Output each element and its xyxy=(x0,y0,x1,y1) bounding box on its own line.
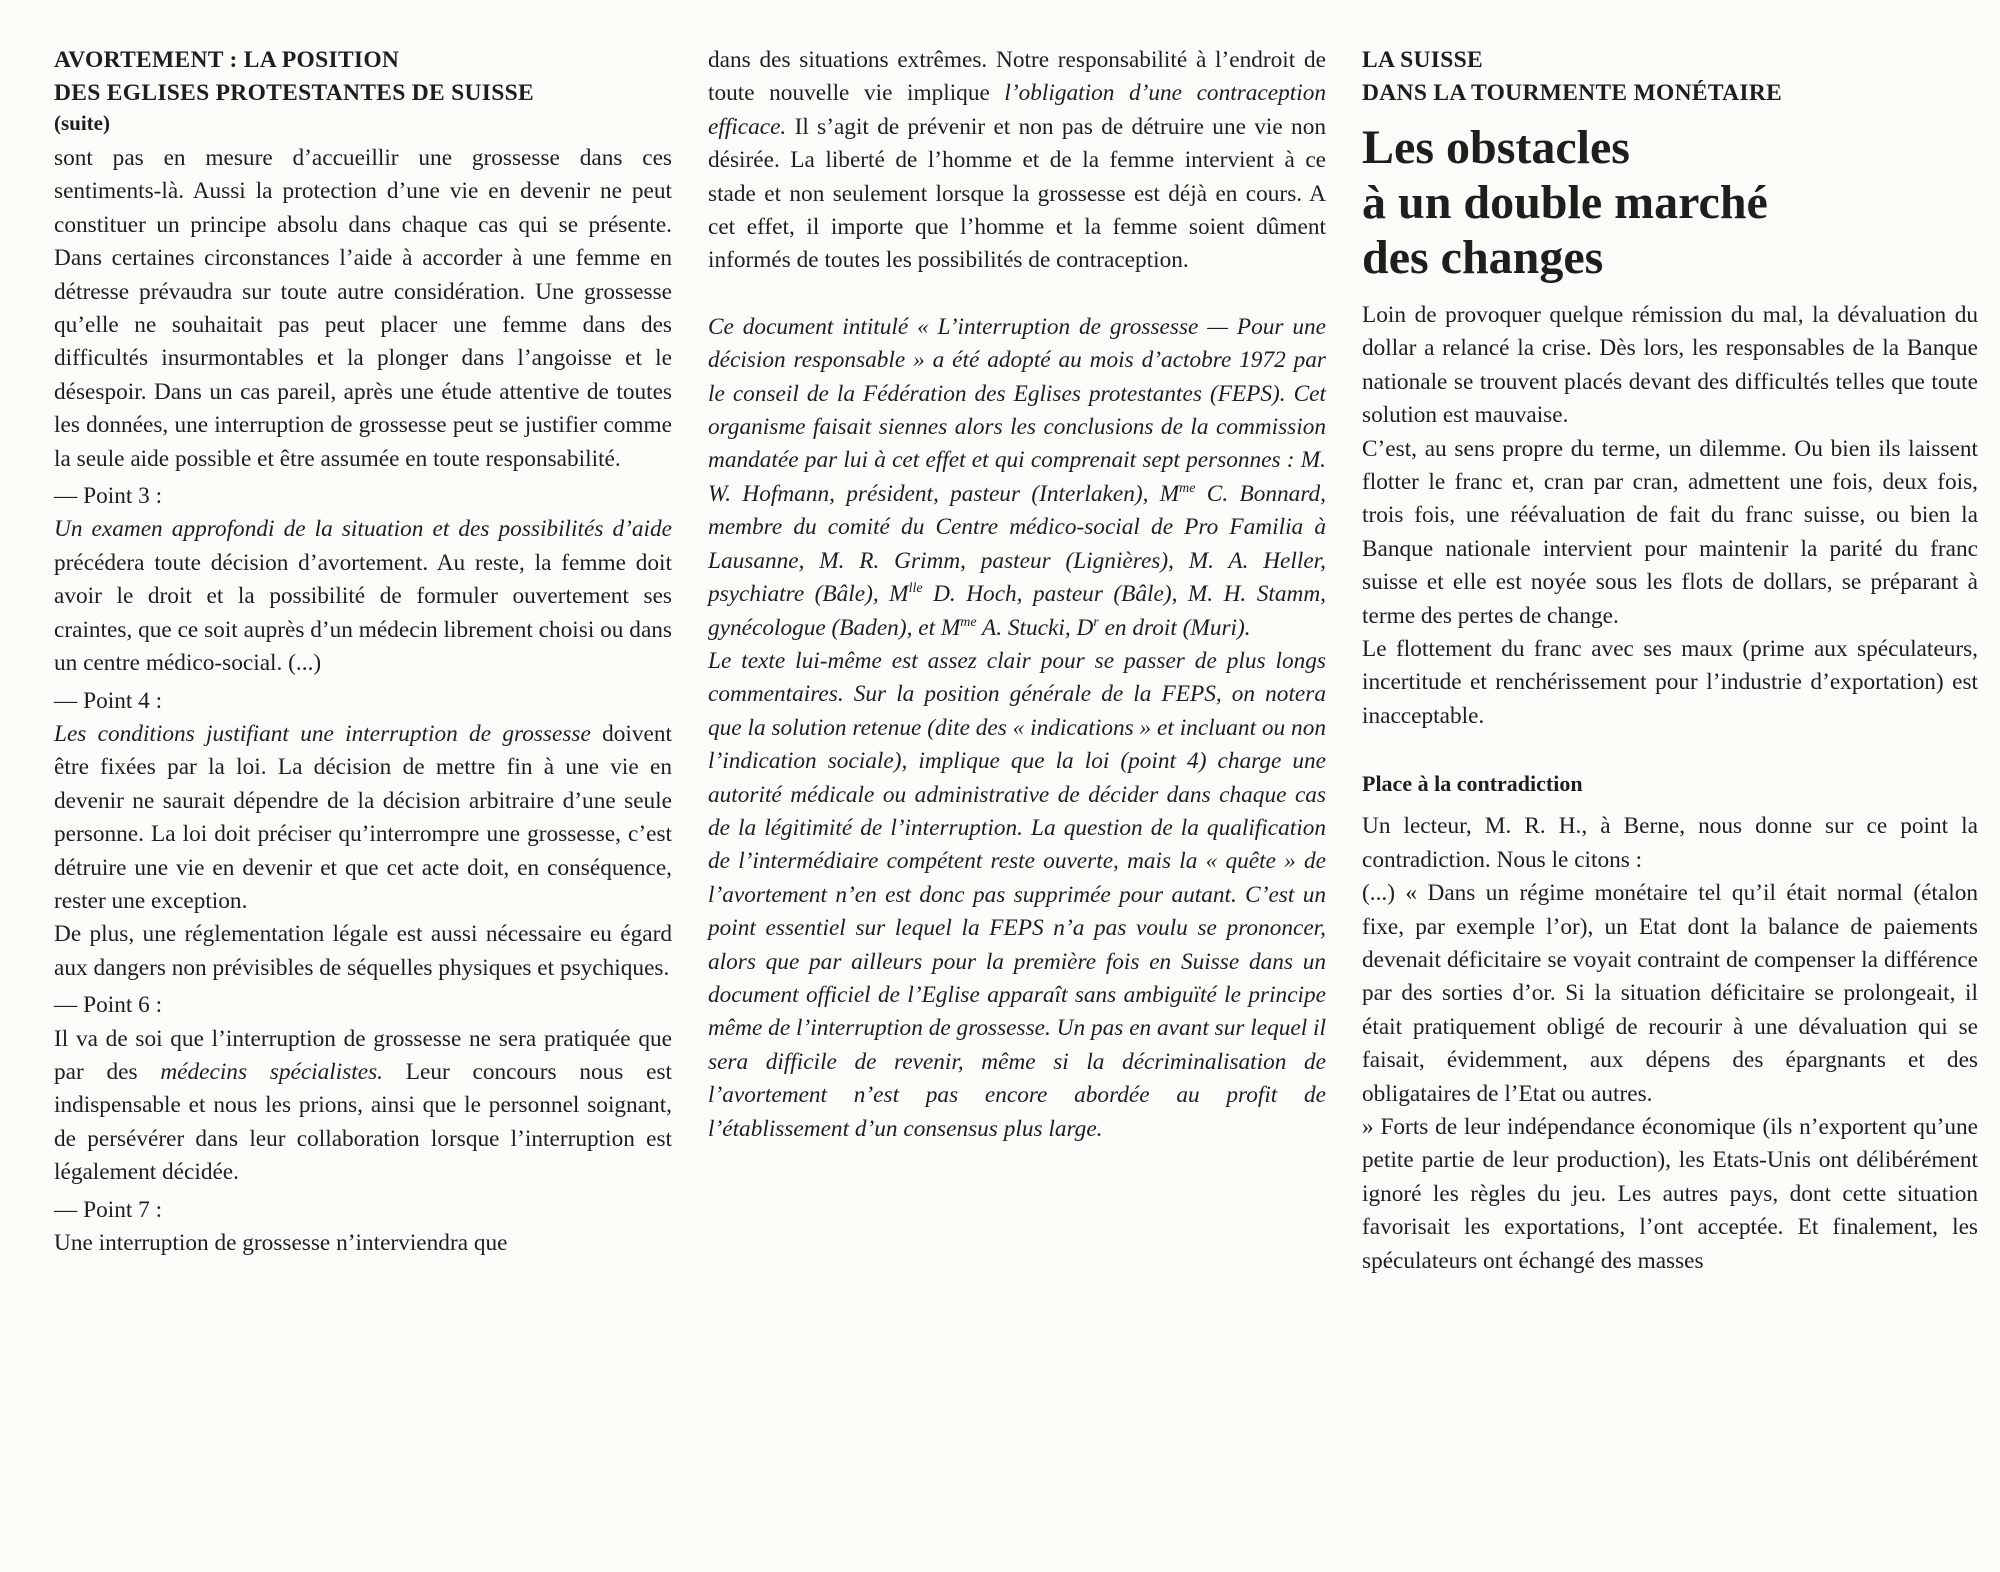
column-3 xyxy=(1362,44,1978,1278)
article-title-line-2: DES EGLISES PROTESTANTES DE SUISSE xyxy=(54,80,534,106)
point-3-label: — Point 3 : xyxy=(54,483,163,510)
text: précédera toute décision d’avortement. Au reste, la femme doit avoir le droit et la possibilité de formuler ouvertement ses craintes, que ce soit auprès d’un médecin librement choisi ou dans un centre médico-social. (...) xyxy=(54,549,672,677)
text: doivent être fixées par la loi. La décision de mettre fin à une vie en devenir ne saurait dépendre de la décision arbitraire d’une seule personne. La loi doit préciser qu’interrompre une grossesse, c’est détruire une vie en devenir et que cet acte doit, en conséquence, rester une exception. xyxy=(54,720,672,914)
italic-text: Un examen approfondi de la situation et des possibilités d’aide xyxy=(54,516,672,543)
column-1 xyxy=(54,44,672,1260)
paragraph xyxy=(54,513,672,680)
italic-text: Les conditions justifiant une interruption de grossesse xyxy=(54,720,591,747)
paragraph xyxy=(54,1023,672,1190)
editorial-note: Ce document intitulé « L’interruption de grossesse — Pour une décision responsable » a été adopté au mois d’actobre 1972 par le conseil de la Fédération des Eglises protestantes (FEPS). Cet organisme faisait siennes alors les conclusions de la commission mandatée par lui à cet effet et qui comprenait sept personnes : M. W. Hofmann, président, pasteur (Interlaken), $M^{me}$ C. Bonnard, membre du comité du Centre médico-social de Pro Familia à Lausanne, M. R. Grimm, pasteur (Lignières), M. A. Heller, psychiatre (Bâle), $M^{lle}$ D. Hoch, pasteur (Bâle), M. H. Stamm, gynécologue (Baden), et $M^{me}$ A. Stucki, $D^r$ en droit (Muri). xyxy=(708,313,1326,641)
text: Il s’agit de prévenir et non pas de détruire une vie non désirée. La liberté de l’homme et de la femme intervient à ce stade et non seulement lorsque la grossesse est déjà en cours. A cet effet, il importe que l’homme et la femme soient dûment informés de toutes les possibilités de contraception. xyxy=(708,113,1326,274)
paragraph: Le flottement du franc avec ses maux (prime aux spéculateurs, incertitude et renchérissement pour l’industrie d’exportation) est inacceptable. xyxy=(1362,636,1978,729)
italic-text: médecins spécialistes. xyxy=(160,1058,383,1085)
subheading: Place à la contradiction xyxy=(1362,771,1583,797)
italic-text: l’obligation d’une contraception efficace. xyxy=(708,80,1326,140)
point-7-label: — Point 7 : xyxy=(54,1196,163,1223)
paragraph: Une interruption de grossesse n’interviendra que xyxy=(54,1230,508,1256)
headline: Les obstacles à un double marché des changes xyxy=(1362,121,1768,284)
text: Leur concours nous est indispensable et nous les prions, ainsi que le personnel soignant, de persévérer dans leur collaboration lorsque l’interruption est légalement décidée. xyxy=(54,1058,672,1186)
point-4-label: — Point 4 : xyxy=(54,687,163,714)
article-title-suite: (suite) xyxy=(54,111,110,135)
paragraph: Un lecteur, M. R. H., à Berne, nous donne sur ce point la contradiction. Nous le citons : xyxy=(1362,813,1978,873)
paragraph: C’est, au sens propre du terme, un dilemme. Ou bien ils laissent flotter le franc et, cran par cran, admettent une fois, deux fois, trois fois, une réévaluation de fait du franc suisse, ou bien la Banque nationale intervient pour maintenir la parité du franc suisse et elle est noyée sous les flots de dollars, se préparant à terme des pertes de change. xyxy=(1362,435,1978,629)
editorial-comment: Le texte lui-même est assez clair pour se passer de plus longs commentaires. Sur la position générale de la FEPS, on notera que la solution retenue (dite des « indications » et incluant ou non l’indication sociale), implique que la loi (point 4) charge une autorité médicale ou administrative de décider dans chaque cas de la légitimité de l’interruption. La question de la qualification de l’intermédiaire compétent reste ouverte, mais la « quête » de l’avortement n’en est donc pas supprimée pour autant. C’est un point essentiel sur lequel la FEPS n’a pas voulu se prononcer, alors que par ailleurs pour la première fois en Suisse dans un document officiel de l’Eglise apparaît sans ambiguïté le principe même de l’interruption de grossesse. Un pas en avant sur lequel il sera difficile de revenir, même si la décriminalisation de l’avortement n’est pas encore abordée au profit de l’établissement d’un consensus plus large. xyxy=(708,647,1326,1142)
paragraph: sont pas en mesure d’accueillir une grossesse dans ces sentiments-là. Aussi la protection d’une vie en devenir ne peut constituer un principe absolu dans chaque cas qui se présente. Dans certaines circonstances l’aide à accorder à une femme en détresse prévaudra sur toute autre considération. Une grossesse qu’elle ne souhaitait pas peut placer une femme dans des difficultés insurmontables et la plonger dans l’angoisse et le désespoir. Dans un cas pareil, après une étude attentive de toutes les données, une interruption de grossesse peut se justifier comme la seule aide possible et être assumée en toute responsabilité. xyxy=(54,145,672,472)
point-6-label: — Point 6 : xyxy=(54,992,163,1019)
paragraph: » Forts de leur indépendance économique (ils n’exportent qu’une petite partie de leur production), les Etats-Unis ont délibérément ignoré les règles du jeu. Les autres pays, dont cette situation favorisait les exportations, l’ont acceptée. Et finalement, les spéculateurs ont échangé des masses xyxy=(1362,1113,1978,1274)
paragraph xyxy=(708,44,1326,278)
text: dans des situations extrêmes. Notre responsabilité à l’endroit de toute nouvelle vie implique xyxy=(708,47,1326,107)
paragraph: Loin de provoquer quelque rémission du mal, la dévaluation du dollar a relancé la crise. Dès lors, les responsables de la Banque nationale se trouvent placés devant des difficultés telles que toute solution est mauvaise. xyxy=(1362,302,1978,429)
section-title-line-1: LA SUISSE xyxy=(1362,47,1483,73)
text: Il va de soi que l’interruption de grossesse ne sera pratiquée que par des xyxy=(54,1025,672,1085)
column-2 xyxy=(708,44,1326,1146)
paragraph: De plus, une réglementation légale est aussi nécessaire eu égard aux dangers non prévisibles de séquelles physiques et psychiques. xyxy=(54,921,672,981)
section-title-line-2: DANS LA TOURMENTE MONÉTAIRE xyxy=(1362,80,1783,106)
paragraph: (...) « Dans un régime monétaire tel qu’il était normal (étalon fixe, par exemple l’or), un Etat dont la balance de paiements devenait déficitaire se voyait contraint de compenser la différence par des sorties d’or. Si la situation déficitaire se prolongeait, il était pratiquement obligé de recourir à une dévaluation qui se faisait, évidemment, aux dépens des épargnants et des obligataires de l’Etat ou autres. xyxy=(1362,880,1978,1107)
paragraph xyxy=(54,718,672,918)
article-title-line-1: AVORTEMENT : LA POSITION xyxy=(54,47,400,73)
spacer xyxy=(708,278,1326,311)
